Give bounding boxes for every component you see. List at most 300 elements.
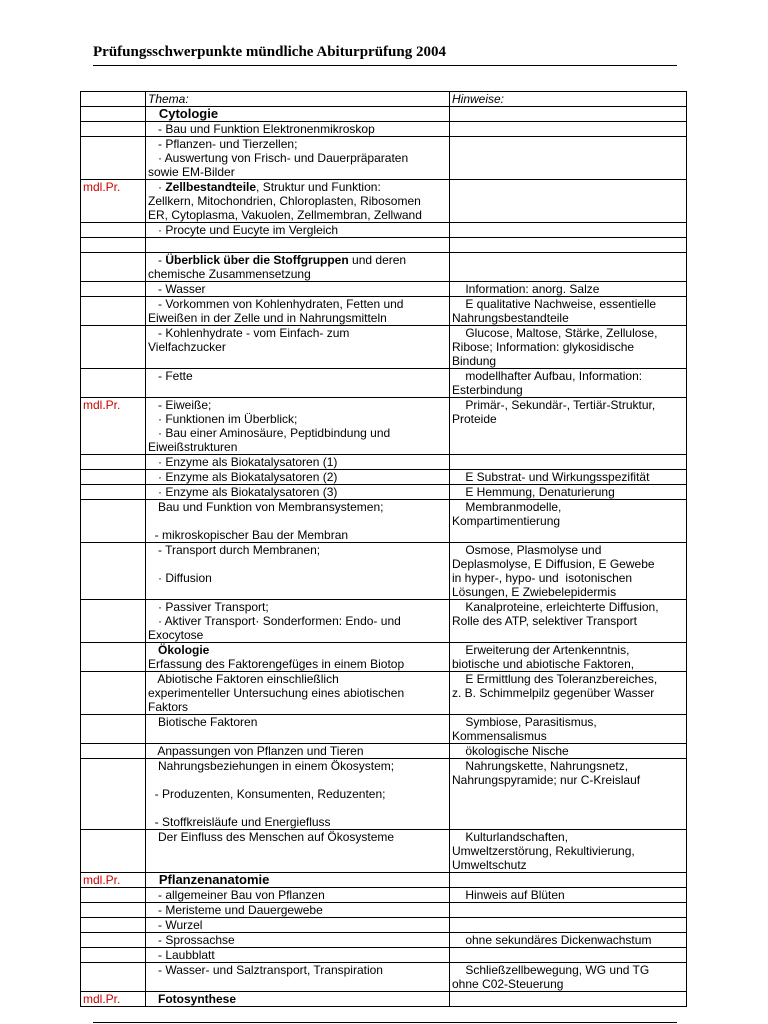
line-text: - Transport durch Membranen; [148,543,321,557]
header-note-cell: Hinweise: [450,92,687,107]
cell-line [148,151,447,165]
line-text: ohne sekundäres Dickenwachstum [452,933,652,947]
topic-cell [146,500,450,543]
table-row [81,122,687,137]
exam-mark-cell [81,715,146,744]
table-body [81,107,687,1007]
cell-line [452,614,684,628]
note-cell [450,600,687,643]
line-text: sowie EM-Bilder [148,165,235,179]
topic-cell [146,369,450,398]
cell-line [452,933,684,947]
cell-line [148,500,447,514]
cell-line [148,485,447,499]
line-text: experimenteller Untersuchung eines abiotischen [148,686,405,700]
line-text: Kompartimentierung [452,514,561,528]
note-cell [450,903,687,918]
line-text: - Kohlenhydrate - vom Einfach- zum [148,326,350,340]
exam-mark-cell [81,600,146,643]
note-cell [450,297,687,326]
exam-mark-cell [81,543,146,600]
cell-line [452,340,684,354]
line-text: Cytologie [148,106,219,121]
exam-mark-cell: mdl.Pr. [81,873,146,888]
cell-line [452,744,684,758]
cell-line [452,672,684,686]
cell-line [452,858,684,872]
line-text: E Ermittlung des Toleranzbereiches, [452,672,658,686]
cell-line [148,729,447,743]
note-cell [450,543,687,600]
table-row [81,933,687,948]
cell-line [452,830,684,844]
table-row [81,398,687,455]
cell-line [452,383,684,397]
table-row [81,992,687,1007]
line-text: biotische und abiotische Faktoren, [452,657,635,671]
cell-line [148,858,447,872]
line-text: - allgemeiner Bau von Pflanzen [148,888,325,902]
line-text: Kanalproteine, erleichterte Diffusion, [452,600,659,614]
exam-mark-cell [81,933,146,948]
cell-line [452,844,684,858]
table-row [81,180,687,223]
cell-line [148,628,447,642]
cell-line [148,963,447,977]
exam-mark-cell [81,470,146,485]
exam-mark-cell [81,238,146,253]
topic-cell [146,122,450,137]
line-text: Eiweißstrukturen [148,440,238,454]
line-text: Kommensalismus [452,729,547,743]
cell-line [452,398,684,412]
line-text: Faktors [148,700,189,714]
topic-cell [146,253,450,282]
note-cell [450,326,687,369]
note-cell [450,485,687,500]
topic-cell [146,948,450,963]
table-row [81,873,687,888]
line-text: ohne C02-Steuerung [452,977,564,991]
note-cell [450,238,687,253]
cell-line [452,729,684,743]
table-row [81,137,687,180]
line-text: · Passiver Transport; [148,600,269,614]
table-row [81,643,687,672]
line-text: · Diffusion [148,571,212,585]
table-row [81,918,687,933]
table-row [81,744,687,759]
line-text: - Vorkommen von Kohlenhydraten, Fetten und [148,297,404,311]
line-text: Exocytose [148,628,204,642]
exam-mark-cell: mdl.Pr. [81,992,146,1007]
line-text: Erfassung des Faktorengefüges in einem Biotop [148,657,405,671]
topic-cell [146,873,450,888]
line-text: - Meristeme und Dauergewebe [148,903,323,917]
table-row [81,963,687,992]
topics-table [80,91,687,1007]
line-text: · Aktiver Transport· Sonderformen: Endo- und [148,614,401,628]
table-row [81,543,687,600]
cell-line [452,657,684,671]
table-row [81,107,687,122]
line-text: in hyper-, hypo- und isotonischen [452,571,633,585]
line-text: - Stoffkreisläufe und Energiefluss [148,815,331,829]
table-row [81,282,687,297]
cell-line [148,801,447,815]
topic-cell [146,992,450,1007]
cell-line [148,282,447,296]
note-cell [450,759,687,830]
line-text: · Enzyme als Biokatalysatoren (3) [148,485,338,499]
exam-mark-cell [81,918,146,933]
line-text: Symbiose, Parasitismus, [452,715,597,729]
line-text: Biotische Faktoren [148,715,258,729]
cell-line [452,643,684,657]
line-text: Nahrungspyramide; nur C-Kreislauf [452,773,641,787]
line-text: · Bau einer Aminosäure, Peptidbindung und [148,426,391,440]
topic-cell [146,137,450,180]
title-rule [93,65,677,66]
cell-line [452,326,684,340]
cell-line [452,759,684,773]
topic-cell [146,672,450,715]
topic-cell [146,282,450,297]
cell-line [148,643,447,657]
note-cell [450,643,687,672]
note-cell [450,180,687,223]
line-text: Nahrungskette, Nahrungsnetz, [452,759,629,773]
topic-cell [146,238,450,253]
note-cell [450,253,687,282]
line-text: Ribose; Information: glykosidische [452,340,635,354]
cell-line [148,122,447,136]
exam-mark-cell [81,369,146,398]
cell-line [148,715,447,729]
line-text: Esterbindung [452,383,523,397]
table-row [81,455,687,470]
topic-cell [146,888,450,903]
cell-line [148,773,447,787]
header-topic-cell: Thema: [146,92,450,107]
line-text: - Wurzel [148,918,203,932]
line-text: Rolle des ATP, selektiver Transport [452,614,637,628]
note-cell [450,470,687,485]
line-text: Der Einfluss des Menschen auf Ökosysteme [148,830,395,844]
cell-line [148,918,447,932]
table-row [81,948,687,963]
note-cell [450,500,687,543]
line-text: - Fette [148,369,193,383]
cell-line [148,614,447,628]
line-text: Primär-, Sekundär-, Tertiär-Struktur, [452,398,656,412]
cell-line [148,686,447,700]
cell-line [452,297,684,311]
topic-cell [146,297,450,326]
cell-line [148,165,447,179]
line-text: Zellkern, Mitochondrien, Chloroplasten, Ribosomen [148,194,421,208]
table-row [81,830,687,873]
cell-line [452,500,684,514]
cell-line [452,412,684,426]
cell-line [148,543,447,557]
cell-line [148,267,447,281]
note-cell [450,830,687,873]
cell-line [452,311,684,325]
line-text: ER, Cytoplasma, Vakuolen, Zellmembran, Zellwand [148,208,422,222]
table-row [81,903,687,918]
line-text: E qualitative Nachweise, essentielle [452,297,657,311]
cell-line [148,585,447,599]
line-text: - Wasser [148,282,206,296]
topic-cell [146,455,450,470]
table-row [81,369,687,398]
exam-mark-cell [81,744,146,759]
table-row [81,326,687,369]
cell-line [452,571,684,585]
note-cell [450,122,687,137]
line-text: Bindung [452,354,497,368]
line-text: Osmose, Plasmolyse und [452,543,602,557]
cell-line [148,759,447,773]
note-cell [450,223,687,238]
exam-mark-cell: mdl.Pr. [81,398,146,455]
exam-mark-cell [81,830,146,873]
line-text: Nahrungsbestandteile [452,311,569,325]
line-text: Glucose, Maltose, Stärke, Zellulose, [452,326,658,340]
exam-mark-cell [81,107,146,122]
exam-mark-cell [81,297,146,326]
cell-line [148,412,447,426]
topic-cell [146,326,450,369]
cell-line [148,557,447,571]
exam-mark-cell [81,455,146,470]
footer-rule [93,1022,677,1023]
line-text: Membranmodelle, [452,500,562,514]
line-text: - Laubblatt [148,948,215,962]
cell-line [148,326,447,340]
line-rest-text: und deren [348,253,407,267]
table-row [81,600,687,643]
note-cell [450,744,687,759]
cell-line [452,715,684,729]
line-text: Proteide [452,412,497,426]
line-text: Deplasmolyse, E Diffusion, E Gewebe [452,557,655,571]
line-text: - Eiweiße; [148,398,212,412]
topic-cell [146,759,450,830]
cell-line [148,657,447,671]
topic-cell [146,744,450,759]
exam-mark-cell [81,903,146,918]
line-text: Abiotische Faktoren einschließlich [148,672,339,686]
cell-line [452,686,684,700]
cell-line [148,311,447,325]
note-cell [450,948,687,963]
line-text: ökologische Nische [452,744,569,758]
cell-line [148,830,447,844]
exam-mark-cell [81,643,146,672]
cell-line [452,557,684,571]
note-cell [450,918,687,933]
cell-line [148,903,447,917]
cell-line [148,426,447,440]
note-cell [450,282,687,297]
topic-cell [146,543,450,600]
note-cell [450,963,687,992]
topic-cell [146,903,450,918]
line-text: - Wasser- und Salztransport, Transpiration [148,963,383,977]
line-text: modellhafter Aufbau, Information: [452,369,643,383]
page-title: Prüfungsschwerpunkte mündliche Abiturprüfung 2004 [93,44,446,60]
cell-line [148,873,447,887]
line-text: chemische Zusammensetzung [148,267,311,281]
exam-mark-cell [81,282,146,297]
line-text: z. B. Schimmelpilz gegenüber Wasser [452,686,655,700]
topic-cell [146,933,450,948]
note-cell [450,888,687,903]
cell-line [148,369,447,383]
line-text: Pflanzenanatomie [148,872,270,887]
cell-line [148,815,447,829]
cell-line [452,485,684,499]
line-bold-text: Ökologie [158,643,210,657]
line-text: · Procyte und Eucyte im Vergleich [148,223,339,237]
line-text: E Hemmung, Denaturierung [452,485,615,499]
cell-line [148,194,447,208]
line-text: Umweltschutz [452,858,527,872]
table-row [81,297,687,326]
line-text: Erweiterung der Artenkenntnis, [452,643,630,657]
table-row [81,253,687,282]
note-cell [450,137,687,180]
table-row [81,672,687,715]
cell-line [452,600,684,614]
line-text: - Sprossachse [148,933,235,947]
cell-line [452,977,684,991]
topic-cell [146,963,450,992]
line-text [148,643,158,657]
topic-cell [146,107,450,122]
line-text: Umweltzerstörung, Rekultivierung, [452,844,635,858]
exam-mark-cell [81,500,146,543]
cell-line [452,543,684,557]
cell-line [148,208,447,222]
cell-line [148,888,447,902]
cell-line [148,223,447,237]
line-text: Vielfachzucker [148,340,226,354]
topic-cell [146,223,450,238]
cell-line [452,585,684,599]
topic-cell [146,470,450,485]
topic-cell [146,600,450,643]
cell-line [148,571,447,585]
line-text: - [148,253,166,267]
line-text: Information: anorg. Salze [452,282,600,296]
cell-line [148,528,447,542]
cell-line [452,773,684,787]
note-cell [450,715,687,744]
topic-cell [146,643,450,672]
line-text: · Enzyme als Biokatalysatoren (2) [148,470,338,484]
cell-line [148,340,447,354]
line-text [148,992,158,1006]
cell-line [452,963,684,977]
table-row [81,485,687,500]
line-text: Nahrungsbeziehungen in einem Ökosystem; [148,759,395,773]
cell-line [148,992,447,1006]
line-text: Schließzellbewegung, WG und TG [452,963,650,977]
exam-mark-cell [81,223,146,238]
cell-line [148,672,447,686]
cell-line [452,369,684,383]
table-row [81,759,687,830]
topic-cell [146,715,450,744]
line-text: - mikroskopischer Bau der Membran [148,528,349,542]
line-bold-text: Zellbestandteile [165,180,257,194]
exam-mark-cell [81,888,146,903]
topic-cell [146,830,450,873]
cell-line [148,180,447,194]
line-text: Lösungen, E Zwiebelepidermis [452,585,617,599]
cell-line [452,888,684,902]
exam-mark-cell [81,137,146,180]
note-cell [450,107,687,122]
cell-line [148,514,447,528]
line-text: · Auswertung von Frisch- und Dauerpräparaten [148,151,409,165]
note-cell [450,455,687,470]
exam-mark-cell [81,963,146,992]
cell-line [148,107,447,121]
line-text: - Produzenten, Konsumenten, Reduzenten; [148,787,386,801]
cell-line [148,744,447,758]
line-text: Hinweis auf Blüten [452,888,565,902]
cell-line [148,600,447,614]
exam-mark-cell: mdl.Pr. [81,180,146,223]
exam-mark-cell [81,759,146,830]
line-text: Kulturlandschaften, [452,830,569,844]
exam-mark-cell [81,253,146,282]
topic-cell [146,180,450,223]
cell-line [452,282,684,296]
exam-mark-cell [81,948,146,963]
exam-mark-cell [81,326,146,369]
table-header-row [81,92,687,107]
note-cell [450,672,687,715]
note-cell [450,369,687,398]
exam-mark-cell [81,672,146,715]
line-text: Anpassungen von Pflanzen und Tieren [148,744,364,758]
line-text: - Bau und Funktion Elektronenmikroskop [148,122,375,136]
cell-line [148,440,447,454]
exam-mark-cell [81,122,146,137]
line-text: Bau und Funktion von Membransystemen; [148,500,384,514]
line-bold-text: Fotosynthese [158,992,237,1006]
table-row [81,470,687,485]
line-text: Eiweißen in der Zelle und in Nahrungsmitteln [148,311,387,325]
line-text: E Substrat- und Wirkungsspezifität [452,470,650,484]
note-cell [450,992,687,1007]
cell-line [148,700,447,714]
cell-line [452,470,684,484]
note-cell [450,398,687,455]
cell-line [452,354,684,368]
note-cell [450,933,687,948]
line-rest-text: , Struktur und Funktion: [256,180,381,194]
cell-line [148,398,447,412]
table-row [81,888,687,903]
table-row [81,715,687,744]
cell-line [148,787,447,801]
